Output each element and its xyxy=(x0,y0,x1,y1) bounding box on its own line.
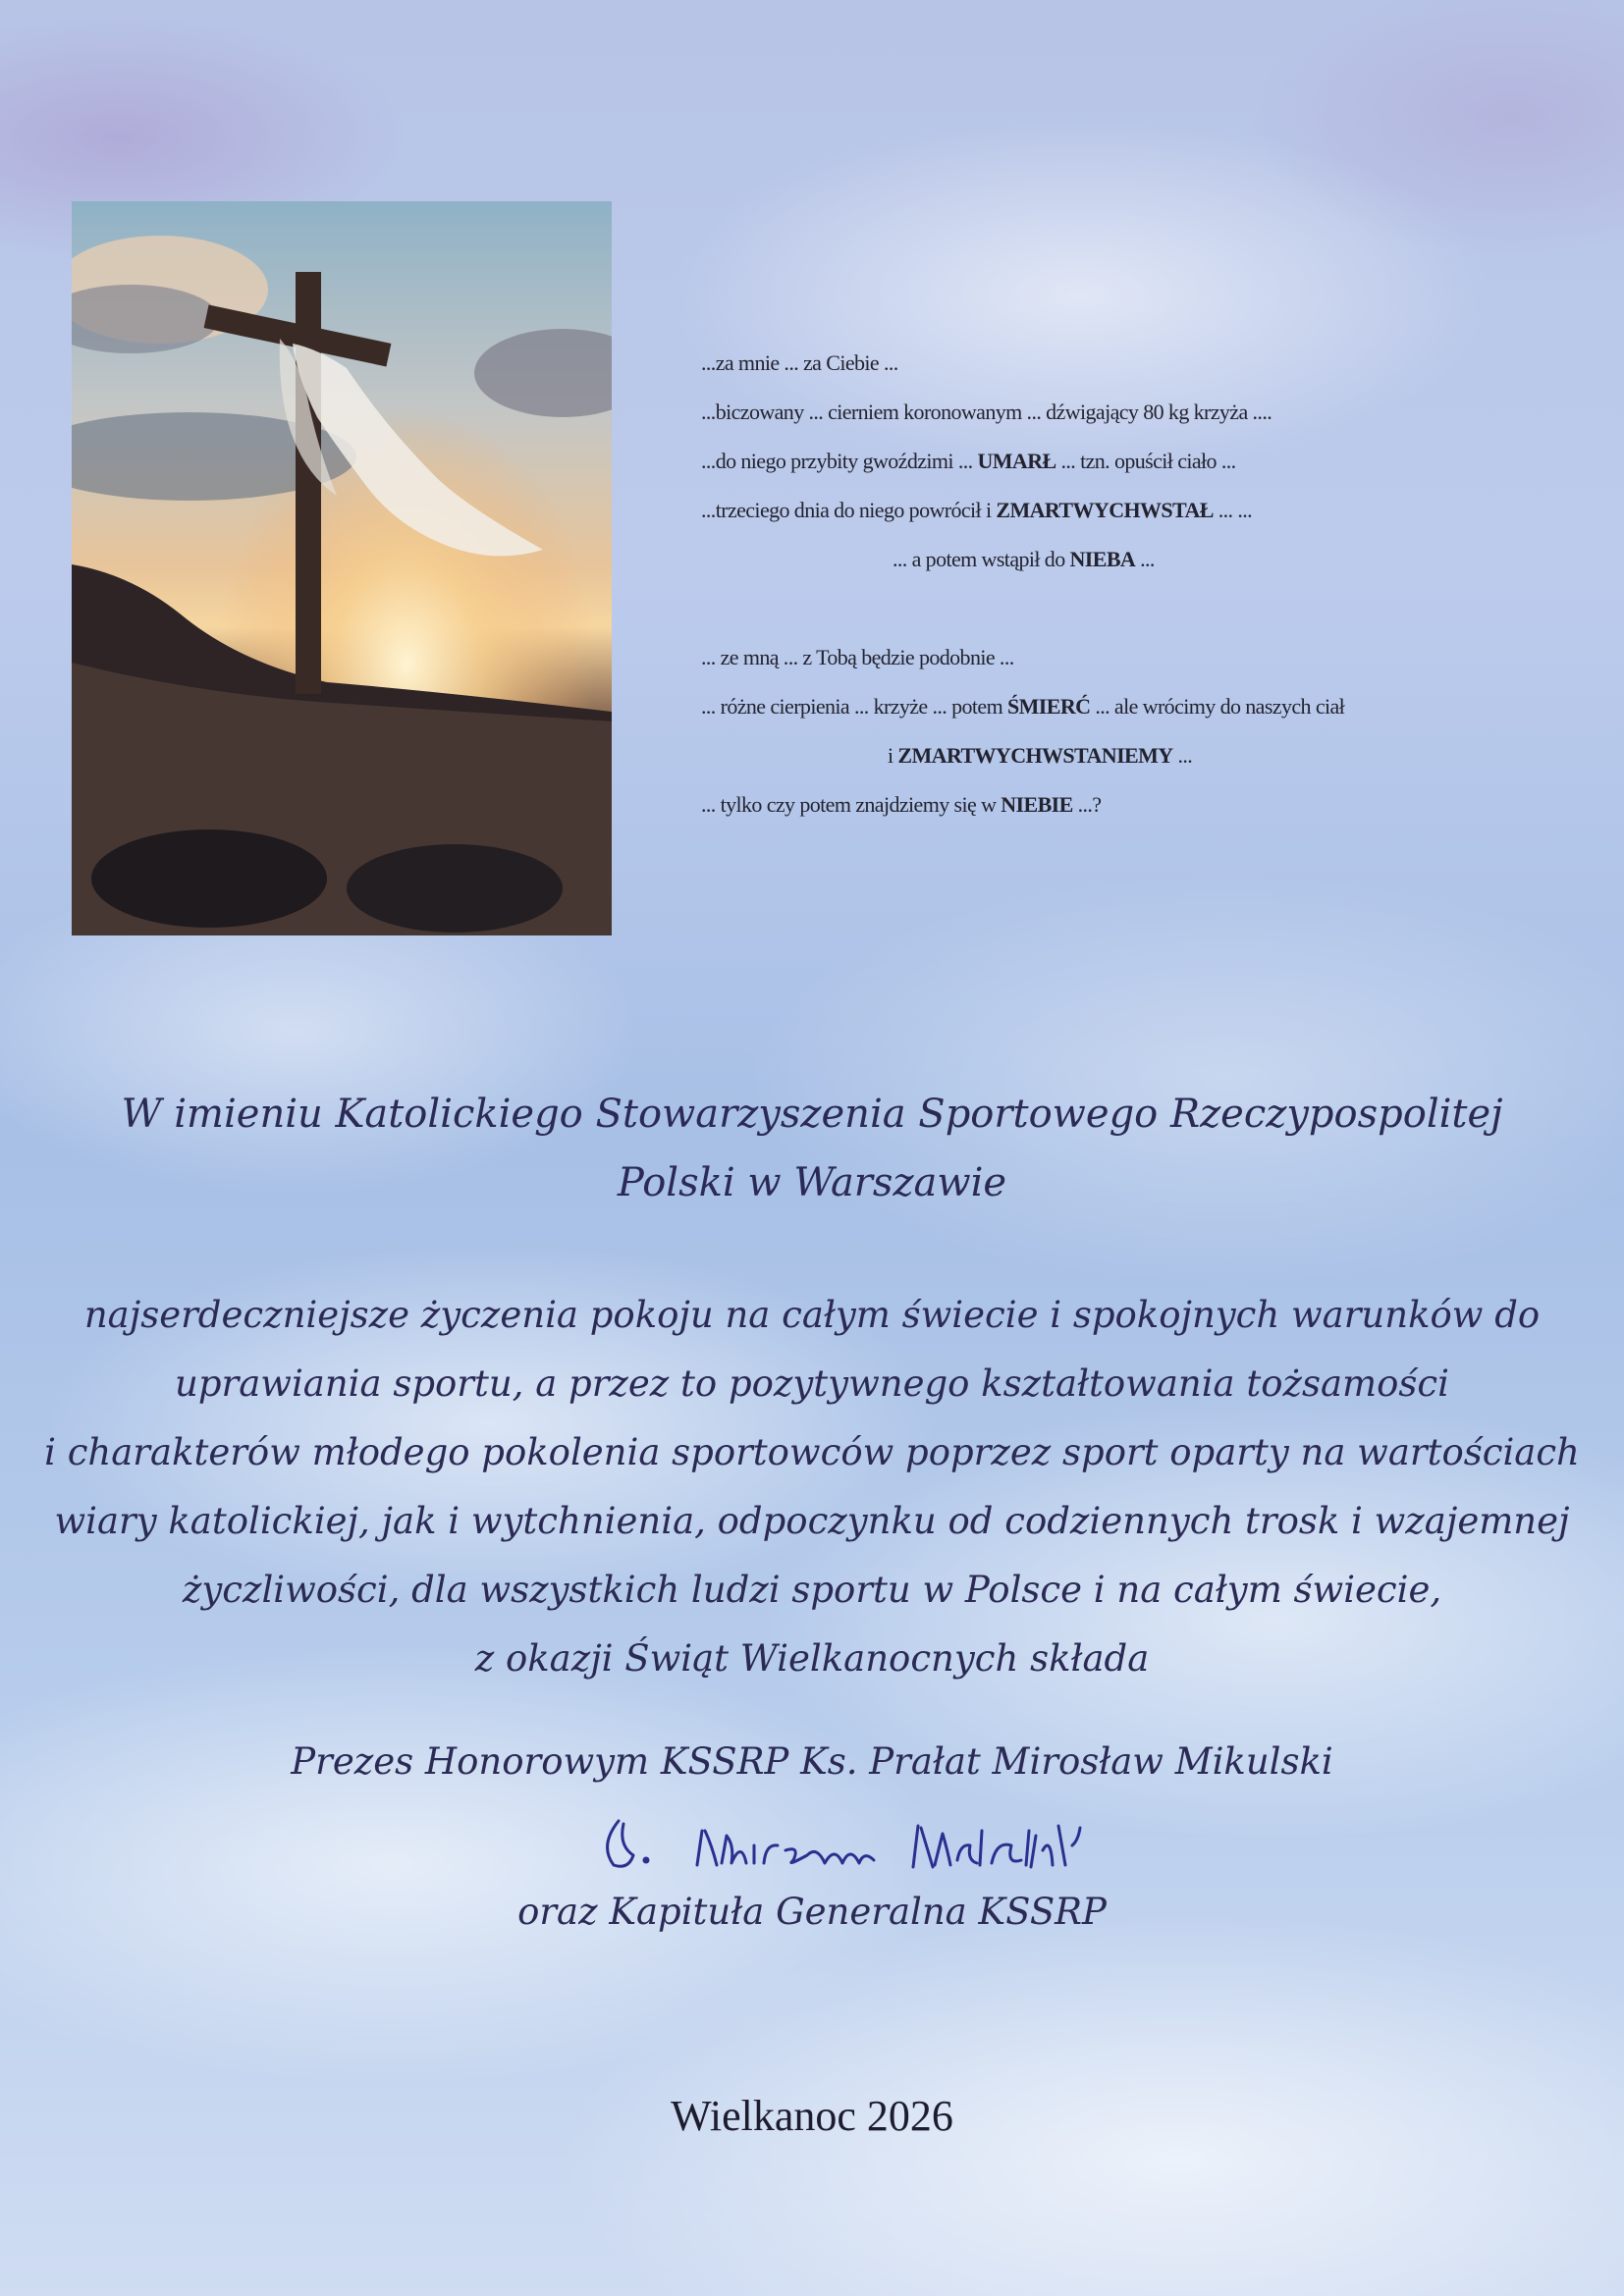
handwritten-signature xyxy=(589,1806,1119,1875)
wishes-line: życzliwości, dla wszystkich ludzi sportu w Polsce i na całym świecie, xyxy=(182,1569,1442,1611)
greeting-heading xyxy=(0,1080,1624,1217)
poem-line: ... a potem wstąpił do NIEBA ... xyxy=(893,547,1155,571)
wishes-line: z okazji Świąt Wielkanocnych składa xyxy=(474,1637,1150,1680)
poem-line: ...biczowany ... cierniem koronowanym ... dźwigający 80 kg krzyża .... xyxy=(701,400,1272,424)
wishes-line: wiary katolickiej, jak i wytchnienia, odpoczynku od codziennych trosk i wzajemnej xyxy=(54,1500,1570,1542)
signer-name: Prezes Honorowym KSSRP Ks. Prałat Mirosław Mikulski xyxy=(291,1740,1333,1783)
poem-line: ... różne cierpienia ... krzyże ... potem ŚMIERĆ ... ale wrócimy do naszych ciał xyxy=(701,694,1345,719)
cross-at-sunset-image xyxy=(72,201,612,935)
heading-line: W imieniu Katolickiego Stowarzyszenia Sportowego Rzeczypospolitej xyxy=(121,1092,1503,1137)
poem-text xyxy=(701,339,1565,829)
wishes-line: uprawiania sportu, a przez to pozytywnego kształtowania tożsamości xyxy=(175,1362,1449,1405)
poem-line: ... ze mną ... z Tobą będzie podobnie ... xyxy=(701,645,1014,669)
heading-line: Polski w Warszawie xyxy=(617,1160,1007,1205)
poem-line: i ZMARTWYCHWSTANIEMY ... xyxy=(888,743,1193,768)
poem-line: ... tylko czy potem znajdziemy się w NIEBIE ...? xyxy=(701,792,1102,817)
wishes-paragraph xyxy=(0,1281,1624,1693)
poem-stanza-gap xyxy=(701,584,1565,633)
poem-line: ...trzeciego dnia do niego powrócił i ZMARTWYCHWSTAŁ ... ... xyxy=(701,498,1253,522)
poem-line: ...za mnie ... za Ciebie ... xyxy=(701,350,898,375)
wishes-line: najserdeczniejsze życzenia pokoju na całym świecie i spokojnych warunków do xyxy=(83,1294,1541,1336)
poem-line: ...do niego przybity gwoździmi ... UMARŁ ... tzn. opuścił ciało ... xyxy=(701,449,1236,473)
chapter-name: oraz Kapituła Generalna KSSRP xyxy=(517,1891,1107,1933)
wishes-line: i charakterów młodego pokolenia sportowców poprzez sport oparty na wartościach xyxy=(44,1431,1580,1473)
date-line: Wielkanoc 2026 xyxy=(671,2092,953,2140)
